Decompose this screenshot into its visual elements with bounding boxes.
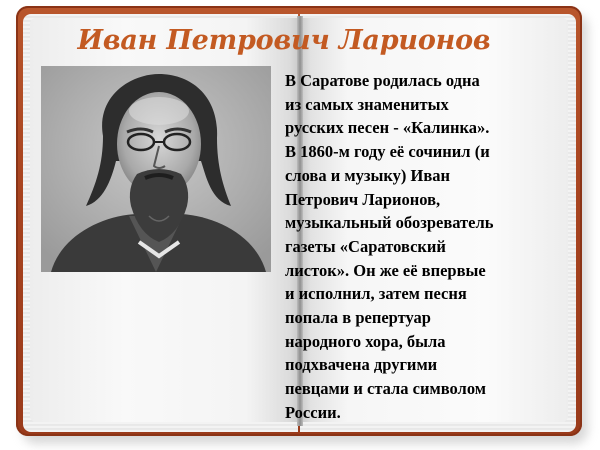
paragraph-line: музыкальный обозреватель (285, 213, 494, 233)
portrait-engraving-icon (41, 66, 271, 272)
paragraph-line: газеты «Саратовский (285, 236, 446, 256)
portrait-image (41, 66, 271, 272)
paragraph-line: Петрович Ларионов, (285, 189, 441, 209)
paragraph-line: из самых знаменитых (285, 94, 449, 114)
paragraph-line: слова и музыку) Иван (285, 165, 450, 185)
paragraph-line: народного хора, была (285, 331, 446, 351)
paragraph-line: певцами и стала символом (285, 379, 486, 399)
page-title: Иван Петрович Ларионов (77, 25, 491, 56)
paragraph-line: русских песен - «Калинка». (285, 118, 490, 138)
paragraph-line: листок». Он же её впервые (285, 260, 486, 280)
paragraph-line: В 1860-м году её сочинил (и (285, 142, 490, 162)
paragraph-line: В Саратове родилась одна (285, 71, 480, 90)
paragraph-line: подхвачена другими (285, 355, 438, 375)
paragraph-line: попала в репертуар (285, 308, 431, 328)
paragraph-line: России. (285, 402, 341, 422)
paragraph-line: и исполнил, затем песня (285, 284, 467, 304)
biography-paragraph (285, 69, 547, 425)
